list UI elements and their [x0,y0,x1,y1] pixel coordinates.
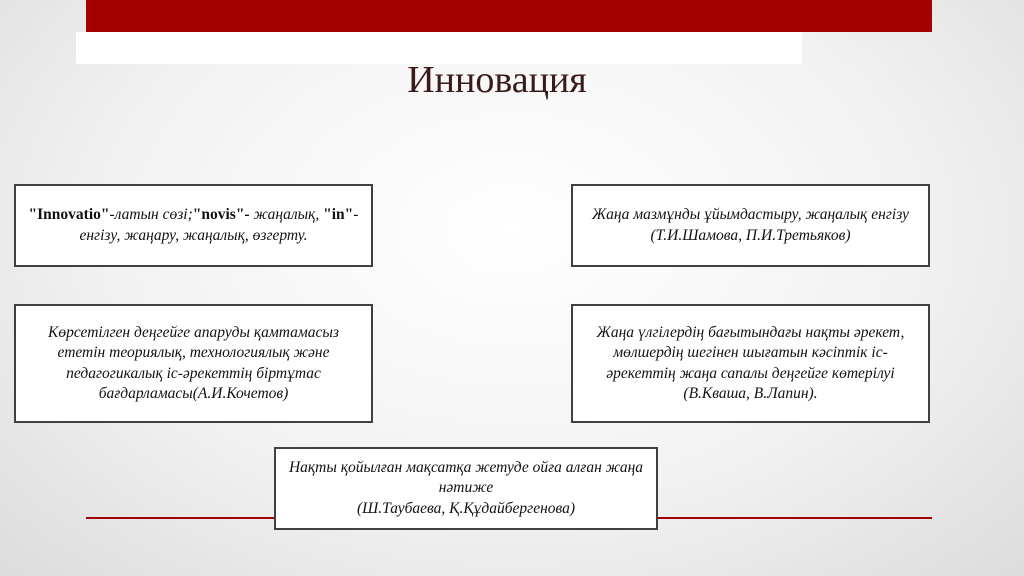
slide-title: Инновация [407,59,587,101]
term-novis: "novis"- [192,206,250,224]
definition-text-shamova: Жаңа мазмұнды ұйымдастыру, жаңалық енгізу (Т.И.Шамова, П.И.Третьяков) [591,206,910,244]
definition-box-etymology [14,184,373,267]
etymology-part-1: -латын сөзі; [109,206,193,224]
definition-text-kvasha: Жаңа үлгілердің бағытындағы нақты әрекет, мөлшердің шегінен шығатын кәсіптік іс-әрекеттің жаңа сапалы деңгейге көтерілуі (В.Кваша, В.Лапин). [596,324,905,402]
definition-line-1: Нақты қойылған мақсатқа жетуде ойға алған жаңа нәтиже [288,459,644,497]
definition-box-kvasha [571,304,930,423]
definition-text-taubaeva [284,458,648,518]
etymology-part-3: -енгізу, жаңару, жаңалық, өзгерту. [79,206,359,244]
definition-box-kochetov [14,304,373,423]
definition-line-2: (Ш.Таубаева, Қ.Құдайбергенова) [356,499,576,517]
definition-text-kochetov: Көрсетілген деңгейге апаруды қамтамасыз ететін теориялық, технологиялық және педагогикалық іс-әрекеттің біртұтас бағдарламасы(А.И.Кочетов) [48,324,339,402]
definition-box-shamova [571,184,930,267]
etymology-text [24,205,363,245]
top-accent-band [86,0,932,32]
etymology-part-2: жаңалық, [249,206,324,224]
term-innovatio: "Innovatio" [28,206,110,224]
term-in: "in" [323,206,354,224]
definition-box-taubaeva [274,447,658,530]
